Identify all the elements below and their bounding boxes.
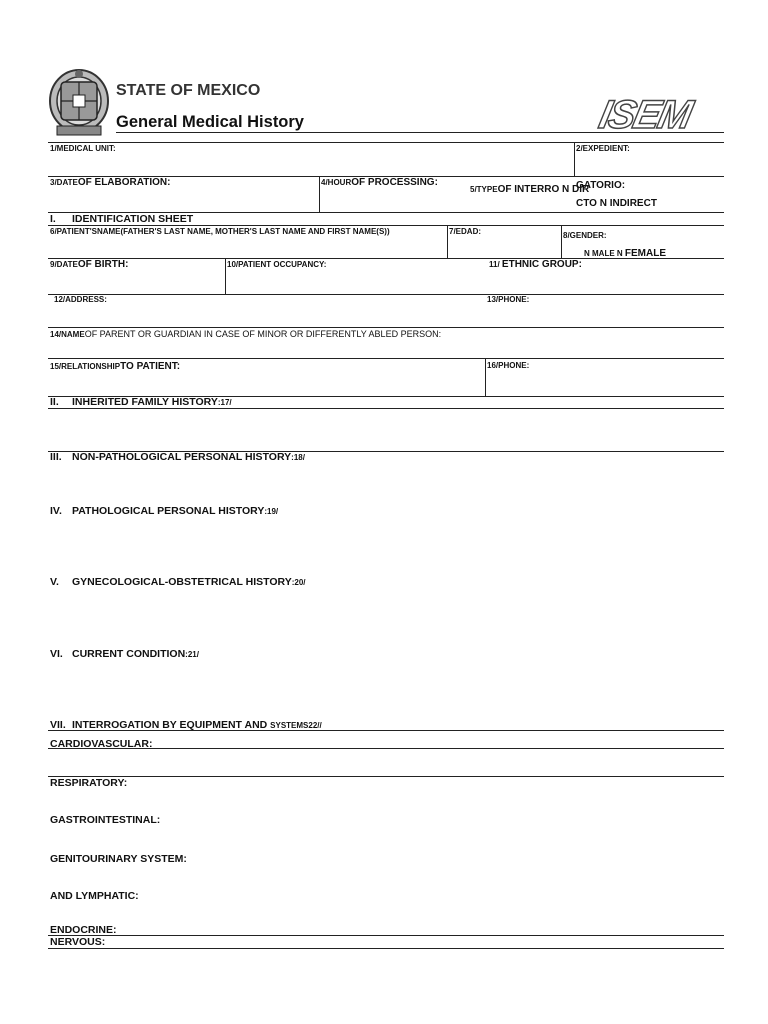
system-cardiovascular: CARDIOVASCULAR: — [50, 738, 153, 750]
divider — [447, 225, 448, 258]
relationship-label: 15/RELATIONSHIPTO PATIENT: — [50, 361, 181, 372]
divider — [48, 294, 724, 295]
hour-processing-label: 4/HOUROF PROCESSING: — [321, 177, 438, 188]
guardian-phone-label: 16/PHONE: — [487, 361, 530, 370]
interrogation-type-label: 5/TYPEOF INTERRO N DIR — [470, 184, 590, 195]
guardian-label: 14/NAMEOF PARENT OR GUARDIAN IN CASE OF MINOR OR DIFFERENTLY ABLED PERSON: — [50, 329, 442, 339]
divider — [48, 142, 724, 143]
ethnic-group-label: 11/ ETHNIC GROUP: — [489, 259, 582, 270]
interrogation-type-cont: GATORIO: — [576, 180, 626, 191]
divider — [485, 358, 486, 396]
system-respiratory: RESPIRATORY: — [50, 777, 128, 789]
address-label: 12/ADDRESS: — [54, 295, 107, 304]
state-name: STATE OF MEXICO — [116, 82, 261, 99]
divider — [574, 142, 575, 176]
medical-unit-label: 1/MEDICAL UNIT: — [50, 144, 116, 153]
date-elaboration-label: 3/DATEOF ELABORATION: — [50, 177, 171, 188]
system-nervous: NERVOUS: — [50, 936, 106, 948]
occupancy-label: 10/PATIENT OCCUPANCY: — [227, 260, 327, 269]
system-genitourinary: GENITOURINARY SYSTEM: — [50, 853, 187, 865]
header-rule — [116, 132, 724, 133]
state-seal-icon — [47, 68, 111, 140]
form-title: General Medical History — [116, 113, 304, 131]
system-endocrine: ENDOCRINE: — [50, 924, 117, 936]
divider — [48, 776, 724, 777]
age-label: 7/EDAD: — [449, 227, 482, 236]
divider — [48, 327, 724, 328]
divider — [225, 258, 226, 294]
divider — [48, 948, 724, 949]
section-interrogation: VII. INTERROGATION BY EQUIPMENT AND SYSTEMS22// — [50, 719, 322, 731]
section-pathological: IV. PATHOLOGICAL PERSONAL HISTORY:19/ — [50, 505, 279, 517]
system-lymphatic: AND LYMPHATIC: — [50, 890, 139, 902]
section-current-condition: VI. CURRENT CONDITION:21/ — [50, 648, 199, 660]
isem-logo-text: ISEM — [595, 93, 695, 137]
birth-date-label: 9/DATEOF BIRTH: — [50, 259, 129, 270]
system-gastrointestinal: GASTROINTESTINAL: — [50, 814, 161, 826]
gender-options: N MALE N FEMALE — [584, 248, 667, 259]
section-gyneco-obstetrical: V. GYNECOLOGICAL-OBSTETRICAL HISTORY:20/ — [50, 576, 306, 588]
expedient-label: 2/EXPEDIENT: — [576, 144, 630, 153]
gender-label: 8/GENDER: — [563, 231, 607, 240]
patient-name-label: 6/PATIENT'SNAME(FATHER'S LAST NAME, MOTHER'S LAST NAME AND FIRST NAME(S)) — [50, 227, 390, 236]
section-non-pathological: III. NON-PATHOLOGICAL PERSONAL HISTORY:18/ — [50, 451, 305, 463]
divider — [48, 358, 724, 359]
interrogation-type-options: CTO N INDIRECT — [576, 198, 657, 209]
divider — [48, 935, 724, 936]
divider — [48, 225, 724, 226]
divider — [319, 176, 320, 212]
divider — [561, 225, 562, 258]
phone-label: 13/PHONE: — [487, 295, 530, 304]
section-identification: I. IDENTIFICATION SHEET — [50, 213, 194, 225]
section-family-history: II. INHERITED FAMILY HISTORY:17/ — [50, 396, 232, 408]
isem-logo — [595, 93, 718, 137]
divider — [48, 408, 724, 409]
